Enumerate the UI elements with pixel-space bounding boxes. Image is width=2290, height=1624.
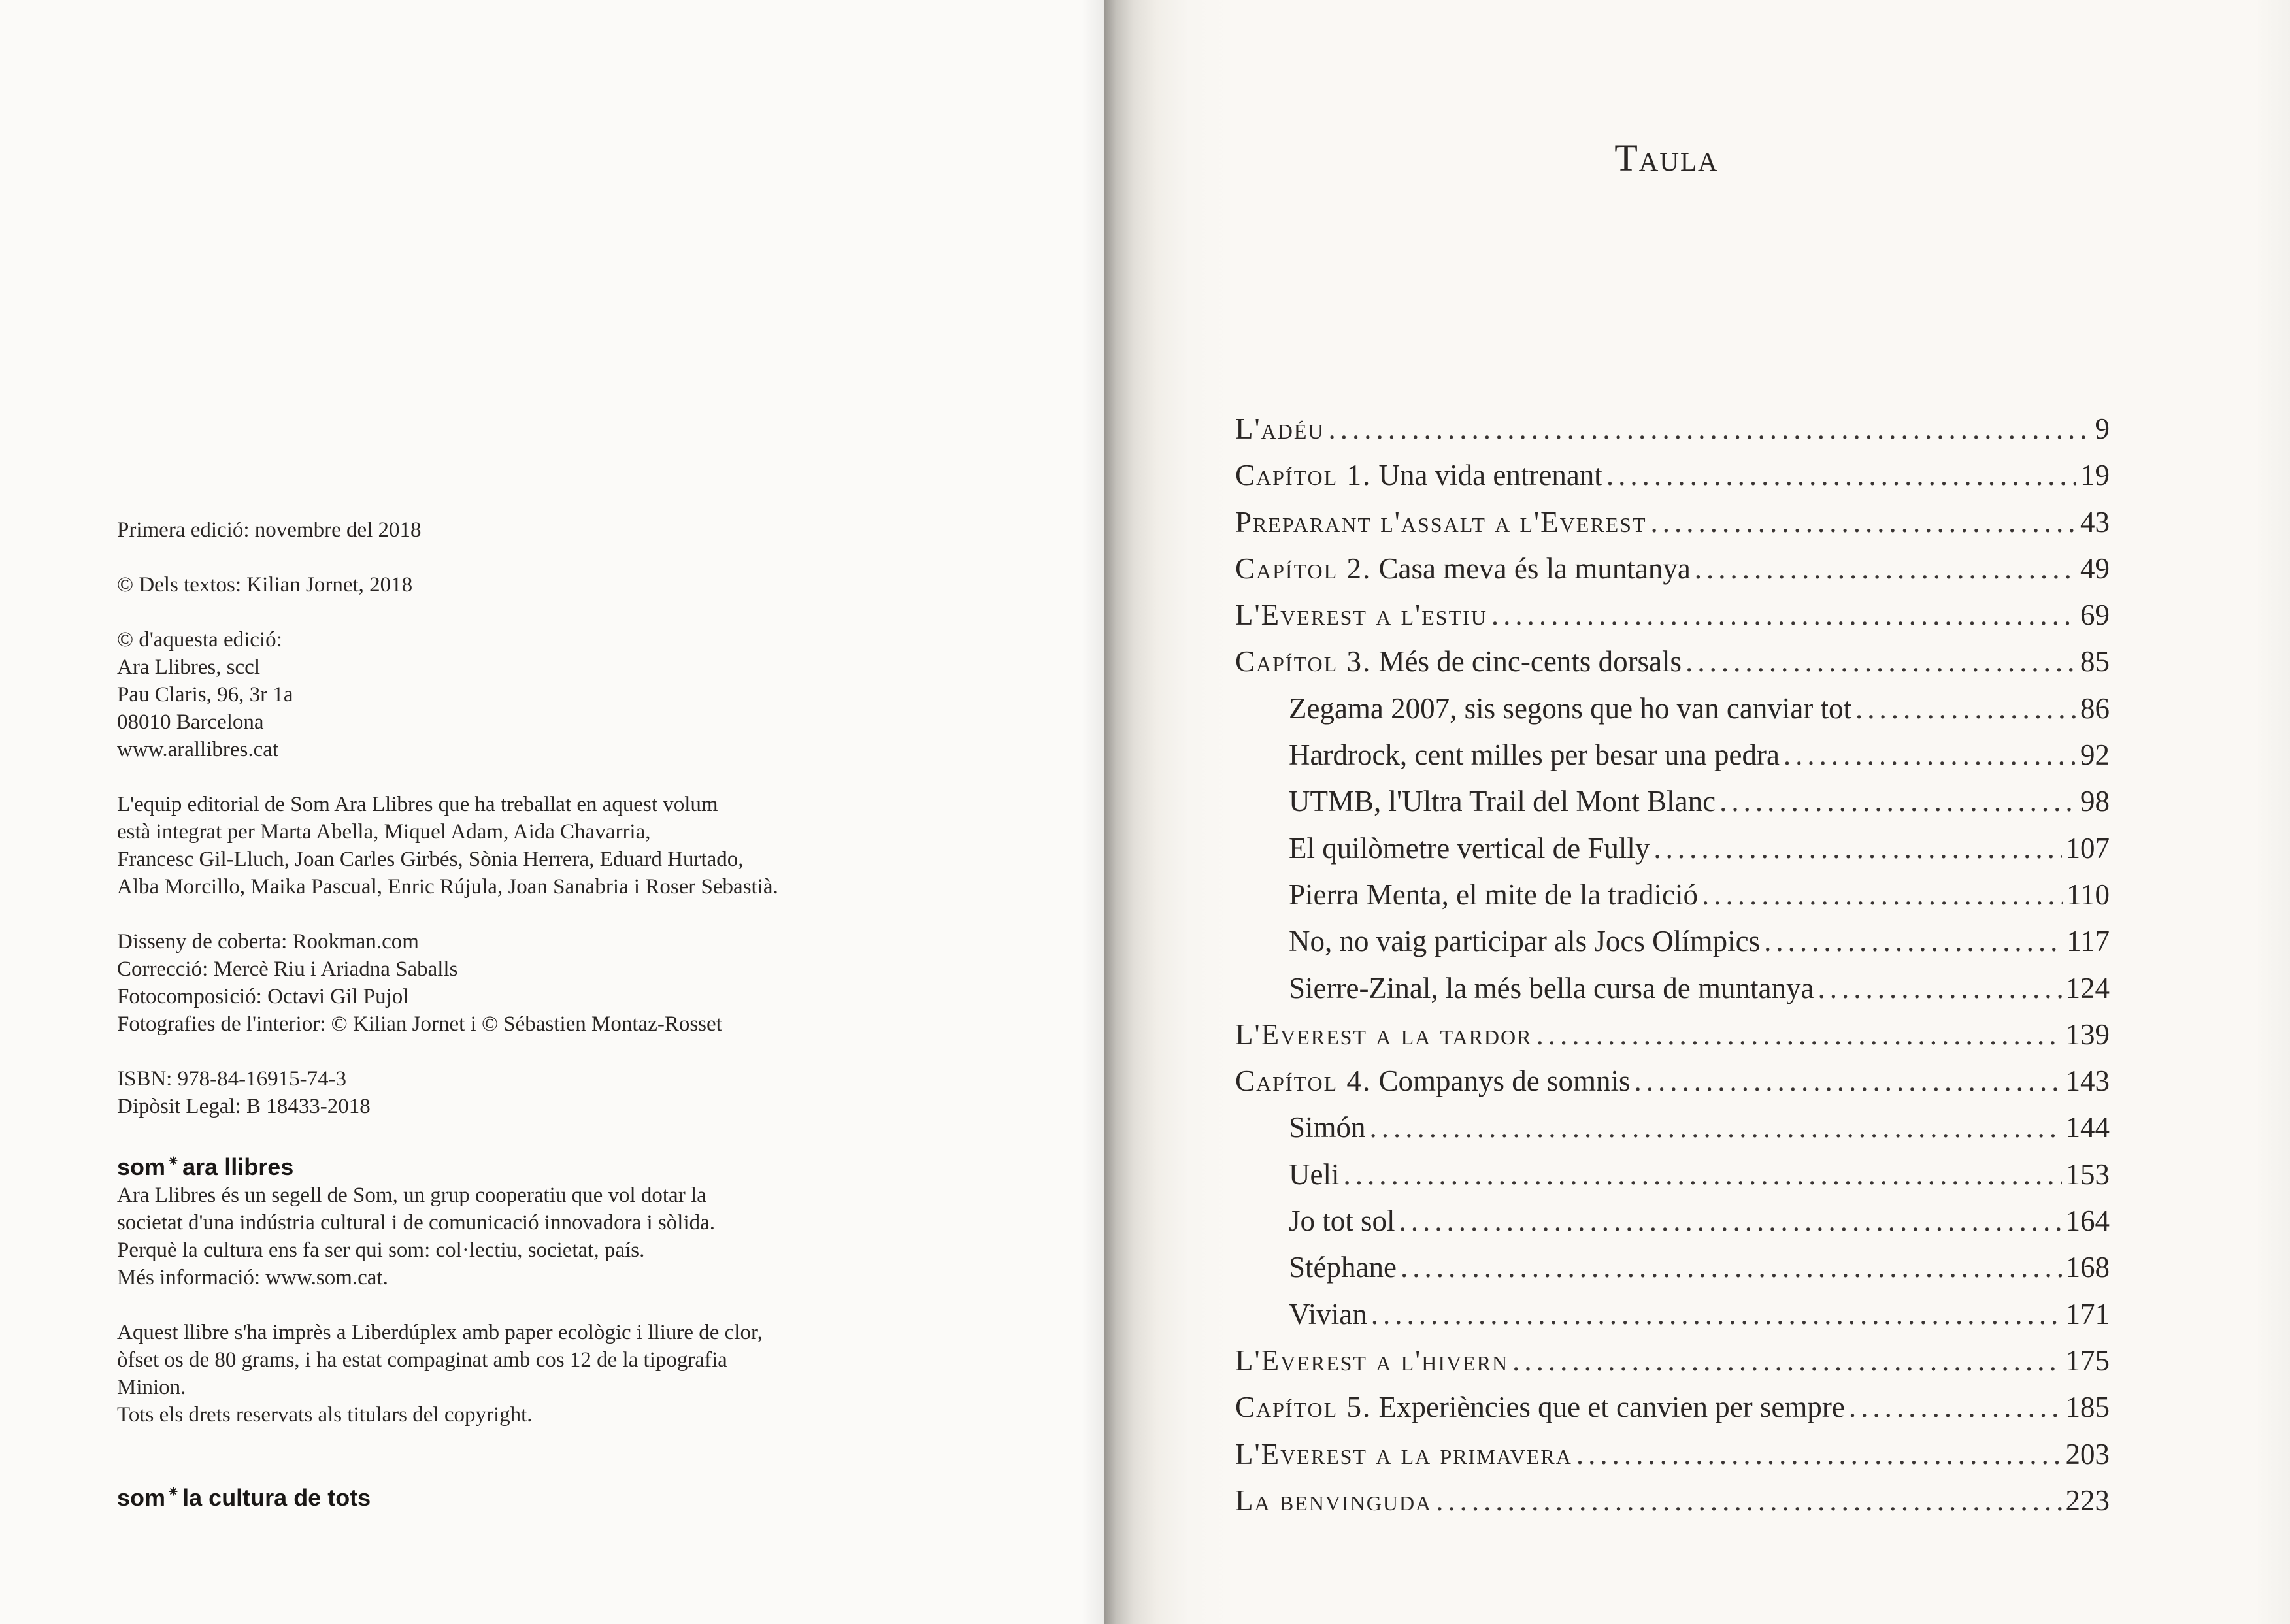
printing-line: Tots els drets reservats als titulars del copyright. xyxy=(117,1403,533,1427)
dot-leader xyxy=(1702,878,2063,912)
toc-entry-label: Preparant l'assalt a l'Everest xyxy=(1235,505,1647,539)
toc-page-number: 143 xyxy=(2065,1065,2110,1098)
toc-entry-title xyxy=(1289,831,1650,865)
toc-entry-title xyxy=(1289,1110,1366,1144)
text-rights-line: © Dels textos: Kilian Jornet, 2018 xyxy=(117,573,413,597)
dot-leader xyxy=(1855,691,2076,725)
toc-entry-title xyxy=(1235,552,1691,586)
asterisk-icon: ⁕ xyxy=(167,1153,180,1170)
toc-entry-title xyxy=(1289,971,1814,1005)
dot-leader xyxy=(1399,1204,2062,1238)
toc-entry-title xyxy=(1289,878,1698,912)
toc-page-number: 49 xyxy=(2080,552,2110,585)
dot-leader xyxy=(1606,458,2076,492)
toc-page-number: 19 xyxy=(2080,459,2110,492)
publisher-website: www.arallibres.cat xyxy=(117,738,279,761)
printing-block xyxy=(117,1319,1019,1429)
dot-leader xyxy=(1491,598,2076,632)
toc-entry-label: Simón xyxy=(1289,1111,1366,1144)
left-page xyxy=(0,0,1104,1624)
toc-entry-label: Jo tot sol xyxy=(1289,1204,1395,1238)
toc-entry-label: No, no vaig participar als Jocs Olímpics xyxy=(1289,925,1761,958)
team-line: Alba Morcillo, Maika Pascual, Enric Rújula, Joan Sanabria i Roser Sebastià. xyxy=(117,875,778,899)
about-line: Perquè la cultura ens fa ser qui som: col·lectiu, societat, país. xyxy=(117,1238,645,1262)
team-line: Francesc Gil-Lluch, Joan Carles Girbés, Sònia Herrera, Eduard Hurtado, xyxy=(117,848,744,871)
toc-entry xyxy=(1235,1250,2110,1297)
som-la-cultura-de-tots-logo xyxy=(117,1478,371,1512)
toc-entry-title xyxy=(1289,1250,1397,1284)
toc-page-number: 164 xyxy=(2065,1204,2110,1238)
dot-leader xyxy=(1401,1250,2062,1284)
printing-line: Minion. xyxy=(117,1376,186,1399)
about-line: Més informació: www.som.cat. xyxy=(117,1266,388,1289)
toc-entry-label: La benvinguda xyxy=(1235,1483,1433,1517)
dot-leader xyxy=(1343,1157,2061,1191)
chapter-number: Capítol 1. xyxy=(1235,459,1372,492)
toc-page-number: 43 xyxy=(2080,505,2110,539)
printing-line: Aquest llibre s'ha imprès a Liberdúplex amb paper ecològic i lliure de clor, xyxy=(117,1321,763,1344)
edition-rights-block xyxy=(117,626,1019,763)
toc-entry xyxy=(1235,1344,2110,1390)
toc-entry-label: Zegama 2007, sis segons que ho van canviar tot xyxy=(1289,691,1852,725)
toc-entry xyxy=(1235,784,2110,831)
edition-line: Primera edició: novembre del 2018 xyxy=(117,518,422,542)
isbn-line: ISBN: 978-84-16915-74-3 xyxy=(117,1067,347,1091)
text-rights-block xyxy=(117,571,1019,599)
edition-rights-line: © d'aquesta edició: xyxy=(117,628,282,652)
toc-entry-title xyxy=(1235,1018,1533,1052)
toc-entry xyxy=(1235,971,2110,1018)
dot-leader xyxy=(1370,1110,2062,1144)
credit-line: Fotocomposició: Octavi Gil Pujol xyxy=(117,985,409,1008)
toc-entry-label: Experiències que et canvien per sempre xyxy=(1378,1391,1845,1424)
colophon xyxy=(117,516,1019,1456)
toc-title-text: Taula xyxy=(1614,137,1719,179)
toc-entry xyxy=(1235,1437,2110,1483)
toc-page-number: 139 xyxy=(2065,1018,2110,1051)
dot-leader xyxy=(1512,1344,2061,1378)
toc-entry-title xyxy=(1289,924,1760,958)
toc-entry-label: UTMB, l'Ultra Trail del Mont Blanc xyxy=(1289,785,1716,818)
about-line: Ara Llibres és un segell de Som, un grup cooperatiu que vol dotar la xyxy=(117,1184,706,1207)
toc-entry xyxy=(1235,412,2110,458)
toc-entry-title xyxy=(1235,412,1324,446)
chapter-number: Capítol 2. xyxy=(1235,552,1372,585)
toc-page-number: 185 xyxy=(2065,1391,2110,1424)
toc-page-number: 144 xyxy=(2065,1111,2110,1144)
publisher-name: Ara Llibres, sccl xyxy=(117,655,260,679)
toc-entry-label: Stéphane xyxy=(1289,1251,1397,1284)
toc-entry-title xyxy=(1235,1064,1630,1098)
brand-som: som xyxy=(117,1153,166,1180)
toc-entry xyxy=(1235,1390,2110,1436)
toc-page-number: 124 xyxy=(2065,971,2110,1004)
toc-page-number: 203 xyxy=(2065,1437,2110,1470)
toc-page-number: 153 xyxy=(2065,1157,2110,1191)
dot-leader xyxy=(1576,1437,2062,1471)
toc-entry xyxy=(1235,831,2110,878)
toc-entry xyxy=(1235,1110,2110,1157)
chapter-number: Capítol 4. xyxy=(1235,1065,1372,1098)
chapter-number: Capítol 5. xyxy=(1235,1391,1372,1424)
legal-deposit-line: Dipòsit Legal: B 18433-2018 xyxy=(117,1095,371,1118)
toc-entry-label: Més de cinc-cents dorsals xyxy=(1378,645,1682,678)
toc-entry xyxy=(1235,1018,2110,1064)
dot-leader xyxy=(1371,1297,2062,1331)
toc-entry-title xyxy=(1289,1204,1395,1238)
credit-line: Correcció: Mercè Riu i Ariadna Saballs xyxy=(117,957,458,981)
printing-line: òfset os de 80 grams, i ha estat compaginat amb cos 12 de la tipografia xyxy=(117,1348,727,1372)
dot-leader xyxy=(1695,552,2076,586)
team-line: està integrat per Marta Abella, Miquel Adam, Aida Chavarria, xyxy=(117,820,651,844)
toc-entry xyxy=(1235,1157,2110,1204)
toc-entry-title xyxy=(1289,784,1716,818)
toc-page-number: 69 xyxy=(2080,599,2110,632)
toc-entry xyxy=(1235,1064,2110,1110)
toc-entry-title xyxy=(1289,691,1851,725)
toc-entry-label: Vivian xyxy=(1289,1297,1367,1331)
toc-entry-label: Sierre-Zinal, la més bella cursa de muntanya xyxy=(1289,971,1814,1004)
toc-entry-title xyxy=(1289,738,1780,772)
toc-page-number: 171 xyxy=(2065,1297,2110,1331)
toc-page-number: 223 xyxy=(2065,1483,2110,1517)
editorial-team-block xyxy=(117,791,1019,901)
toc-entry-title xyxy=(1235,1344,1508,1378)
toc-entry-title xyxy=(1235,1390,1845,1424)
toc-entry xyxy=(1235,924,2110,970)
toc-page-number: 92 xyxy=(2080,738,2110,772)
toc-entry-label: L'Everest a la primavera xyxy=(1235,1437,1572,1470)
toc-entry xyxy=(1235,552,2110,598)
toc-entry-label: Una vida entrenant xyxy=(1378,459,1602,492)
toc-entry-label: Hardrock, cent milles per besar una pedra xyxy=(1289,738,1780,772)
som-ara-llibres-logo xyxy=(117,1148,1019,1182)
toc-page-number: 168 xyxy=(2065,1251,2110,1284)
toc-entry-label: L'Everest a l'estiu xyxy=(1235,599,1487,632)
toc-entry-label: L'Everest a l'hivern xyxy=(1235,1344,1509,1377)
brand-name: ara llibres xyxy=(182,1153,294,1180)
asterisk-icon: ⁕ xyxy=(167,1483,180,1501)
toc-entry-label: Ueli xyxy=(1289,1157,1340,1191)
toc-entry-title xyxy=(1235,644,1682,678)
toc-entry-title xyxy=(1235,1437,1572,1471)
toc-entry-label: Casa meva és la muntanya xyxy=(1378,552,1691,585)
brand-som: som xyxy=(117,1484,166,1511)
dot-leader xyxy=(1817,971,2061,1005)
toc-entry-label: L'adéu xyxy=(1235,412,1325,445)
toc-page-number: 117 xyxy=(2066,925,2110,958)
toc-page-number: 9 xyxy=(2095,412,2110,445)
team-line: L'equip editorial de Som Ara Llibres que ha treballat en aquest volum xyxy=(117,793,718,816)
toc-page-number: 98 xyxy=(2080,785,2110,818)
about-block xyxy=(117,1148,1019,1291)
toc-entry xyxy=(1235,738,2110,784)
dot-leader xyxy=(1764,924,2063,958)
dot-leader xyxy=(1653,831,2061,865)
toc-page-number: 107 xyxy=(2065,831,2110,865)
toc-entry-title xyxy=(1235,598,1487,632)
toc-entry xyxy=(1235,458,2110,505)
dot-leader xyxy=(1634,1064,2061,1098)
toc-entry-label: Pierra Menta, el mite de la tradició xyxy=(1289,878,1699,911)
toc-page-number: 86 xyxy=(2080,691,2110,725)
dot-leader xyxy=(1651,505,2076,539)
isbn-block xyxy=(117,1065,1019,1120)
toc-page-number: 110 xyxy=(2066,878,2110,911)
dot-leader xyxy=(1536,1018,2062,1052)
toc-entry-title xyxy=(1235,1483,1432,1517)
credits-block xyxy=(117,928,1019,1038)
toc-entry xyxy=(1235,878,2110,924)
toc-entry xyxy=(1235,691,2110,738)
toc-page-number: 85 xyxy=(2080,645,2110,678)
dot-leader xyxy=(1849,1390,2062,1424)
credit-line: Disseny de coberta: Rookman.com xyxy=(117,930,419,953)
dot-leader xyxy=(1719,784,2076,818)
dot-leader xyxy=(1685,644,2076,678)
brand-name: la cultura de tots xyxy=(182,1484,371,1511)
toc-entry xyxy=(1235,505,2110,552)
edition-block xyxy=(117,516,1019,544)
dot-leader xyxy=(1784,738,2076,772)
toc-entry-label: El quilòmetre vertical de Fully xyxy=(1289,831,1650,865)
toc-title xyxy=(1176,136,2157,180)
chapter-number: Capítol 3. xyxy=(1235,645,1372,678)
dot-leader xyxy=(1328,412,2091,446)
toc-entry xyxy=(1235,598,2110,644)
dot-leader xyxy=(1436,1483,2061,1517)
toc-entry-title xyxy=(1235,458,1602,492)
toc-entry xyxy=(1235,1204,2110,1250)
publisher-city: 08010 Barcelona xyxy=(117,710,264,734)
toc-entry-label: L'Everest a la tardor xyxy=(1235,1018,1533,1051)
toc-entry-title xyxy=(1289,1297,1367,1331)
publisher-address: Pau Claris, 96, 3r 1a xyxy=(117,683,293,706)
toc-entry-title xyxy=(1235,505,1647,539)
toc-entry xyxy=(1235,1297,2110,1344)
toc-page-number: 175 xyxy=(2065,1344,2110,1377)
about-line: societat d'una indústria cultural i de comunicació innovadora i sòlida. xyxy=(117,1211,716,1235)
toc-entry-title xyxy=(1289,1157,1339,1191)
table-of-contents xyxy=(1235,412,2110,1530)
credit-line: Fotografies de l'interior: © Kilian Jornet i © Sébastien Montaz-Rosset xyxy=(117,1012,722,1036)
toc-entry xyxy=(1235,1483,2110,1530)
toc-entry-label: Companys de somnis xyxy=(1378,1065,1631,1098)
toc-entry xyxy=(1235,644,2110,691)
